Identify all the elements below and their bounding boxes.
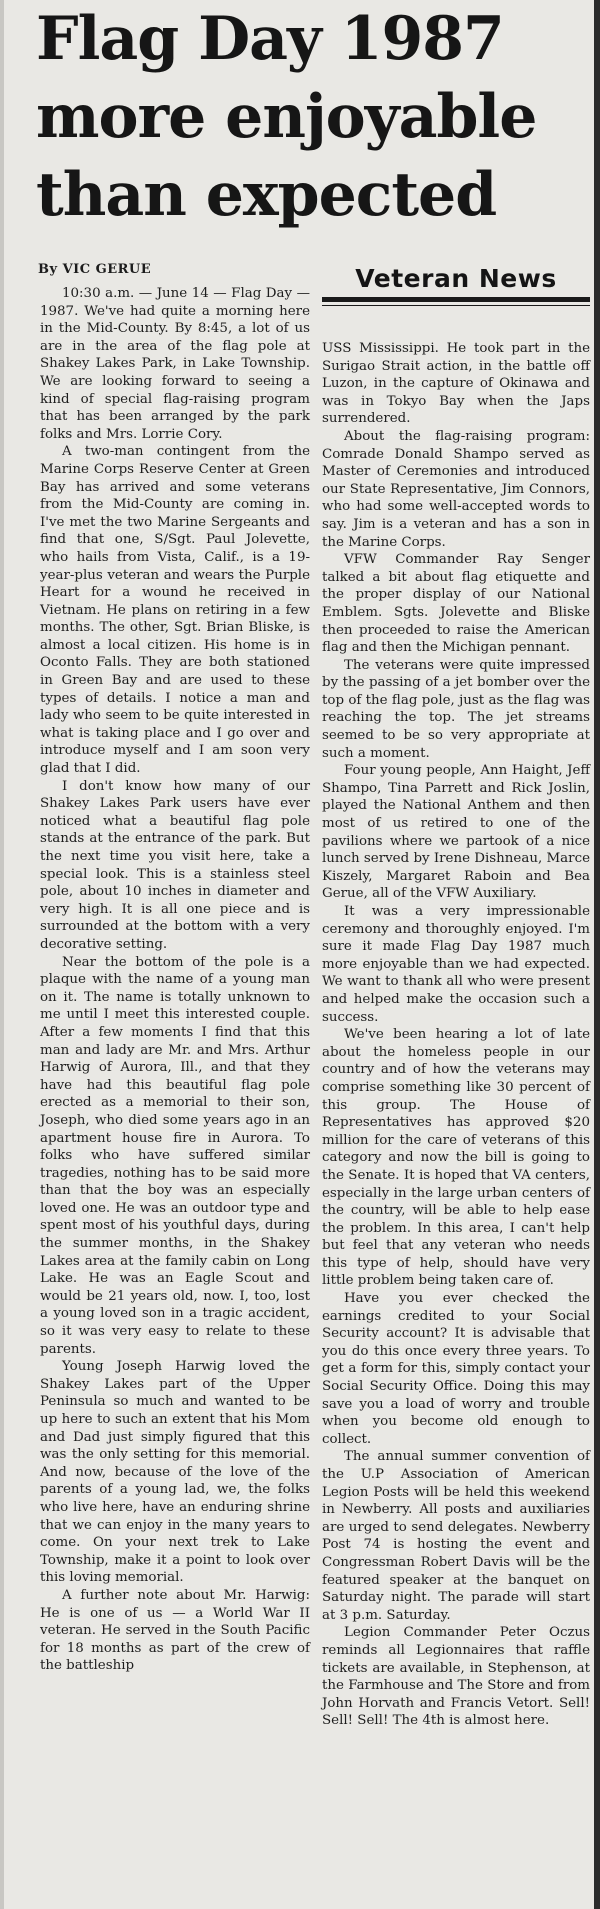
paragraph: USS Mississippi. He took part in the Surigao Strait action, in the battle off Luzon, in the capture of Okinawa and was in Tokyo Bay when the Japs surrendered.	[322, 341, 590, 427]
paragraph: Young Joseph Harwig loved the Shakey Lakes part of the Upper Peninsula so much and wanted to be up here to such an extent that his Mom and Dad just simply figured that this was the only setting for this memorial. And now, because of the love of the parents of a young lad, we, the folks who live here, have an enduring shrine that we can enjoy in the many years to come. On your next trek to Lake Township, make it a point to look over this loving memorial.	[40, 1359, 310, 1586]
paragraph: It was a very impressionable ceremony and thoroughly enjoyed. I'm sure it made Flag Day 1987 much more enjoyable than we had expected. We want to thank all who were present and helped make the occasion such a success.	[322, 904, 590, 1025]
headline-line-2: more enjoyable	[36, 82, 537, 152]
column-banner	[322, 264, 590, 306]
paragraph: We've been hearing a lot of late about the homeless people in our country and of how the veterans may comprise something like 30 percent of this group. The House of Representatives has approved $20 million for the care of veterans of this category and now the bill is going to the Senate. It is hoped that VA centers, especially in the large urban centers of the country, will be able to help ease the problem. In this area, I can't help but feel that any veteran who needs this type of help, should have very little problem being taken care of.	[322, 1027, 590, 1289]
right-column	[322, 340, 590, 1730]
byline: By VIC GERUE	[38, 262, 152, 277]
clipping-left-edge	[0, 0, 4, 1909]
paragraph: VFW Commander Ray Senger talked a bit about flag etiquette and the proper display of our National Emblem. Sgts. Jolevette and Bliske then proceeded to raise the American flag and then the Michigan pennant.	[322, 552, 590, 656]
paragraph: A further note about Mr. Harwig: He is one of us — a World War II veteran. He served in the South Pacific for 18 months as part of the crew of the battleship	[40, 1587, 310, 1674]
paragraph: About the flag-raising program: Comrade Donald Shampo served as Master of Ceremonies and introduced our State Representative, Jim Connors, who had some well-accepted words to say. Jim is a veteran and has a son in the Marine Corps.	[322, 428, 590, 550]
headline-line-1: Flag Day 1987	[36, 4, 504, 74]
column-name: Veteran News	[355, 264, 557, 293]
paragraph: The veterans were quite impressed by the passing of a jet bomber over the top of the flag pole, just as the flag was reaching the top. The jet streams seemed to be so very appropriate at such a moment.	[322, 657, 590, 761]
paragraph: Four young people, Ann Haight, Jeff Shampo, Tina Parrett and Rick Joslin, played the National Anthem and then most of us retired to one of the pavilions where we partook of a nice lunch served by Irene Dishneau, Marce Kiszely, Margaret Raboin and Bea Gerue, all of the VFW Auxiliary.	[322, 763, 590, 902]
banner-rule-thick	[322, 297, 590, 302]
paragraph: 10:30 a.m. — June 14 — Flag Day — 1987. We've had quite a morning here in the Mid-County. By 8:45, a lot of us are in the area of the flag pole at Shakey Lakes Park, in Lake Township. We are looking forward to seeing a kind of special flag-raising program that has been arranged by the park folks and Mrs. Lorrie Cory.	[40, 286, 310, 442]
paragraph: The annual summer convention of the U.P Association of American Legion Posts will be held this weekend in Newberry. All posts and auxiliaries are urged to send delegates. Newberry Post 74 is hosting the event and Congressman Robert Davis will be the featured speaker at the banquet on Saturday night. The parade will start at 3 p.m. Saturday.	[322, 1449, 590, 1623]
paragraph: I don't know how many of our Shakey Lakes Park users have ever noticed what a beautiful flag pole stands at the entrance of the park. But the next time you visit here, take a special look. This is a stainless steel pole, about 10 inches in diameter and very high. It is all one piece and is surrounded at the bottom with a very decorative setting.	[40, 778, 310, 952]
paragraph: Near the bottom of the pole is a plaque with the name of a young man on it. The name is totally unknown to me until I meet this interested couple. After a few moments I find that this man and lady are Mr. and Mrs. Arthur Harwig of Aurora, Ill., and that they have had this beautiful flag pole erected as a memorial to their son, Joseph, who died some years ago in an apartment house fire in Aurora. To folks who have suffered similar tragedies, nothing has to be said more than that the boy was an especially loved one. He was an outdoor type and spent most of his youthful days, during the summer months, in the Shakey Lakes area at the family cabin on Long Lake. He was an Eagle Scout and would be 21 years old, now. I, too, lost a young loved son in a tragic accident, so it was very easy to relate to these parents.	[40, 954, 310, 1357]
headline-line-3: than expected	[36, 160, 497, 230]
paragraph: Legion Commander Peter Oczus reminds all Legionnaires that raffle tickets are available, in Stephenson, at the Farmhouse and The Store and from John Horvath and Francis Vetort. Sell! Sell! Sell! The 4th is almost here.	[322, 1625, 590, 1729]
paragraph: Have you ever checked the earnings credited to your Social Security account? It is advisable that you do this once every three years. To get a form for this, simply contact your Social Security Office. Doing this may save you a load of worry and trouble when you become old enough to collect.	[322, 1291, 590, 1447]
banner-rule-thin	[322, 305, 590, 306]
headline	[36, 0, 596, 234]
left-column	[40, 285, 310, 1675]
paragraph: A two-man contingent from the Marine Corps Reserve Center at Green Bay has arrived and some veterans from the Mid-County are coming in. I've met the two Marine Sergeants and find that one, S/Sgt. Paul Jolevette, who hails from Vista, Calif., is a 19-year-plus veteran and wears the Purple Heart for a wound he received in Vietnam. He plans on retiring in a few months. The other, Sgt. Brian Bliske, is almost a local citizen. His home is in Oconto Falls. They are both stationed in Green Bay and are used to these types of details. I notice a man and lady who seem to be quite interested in what is taking place and I go over and introduce myself and I am soon very glad that I did.	[40, 444, 310, 777]
clipping-right-edge	[594, 0, 600, 1909]
